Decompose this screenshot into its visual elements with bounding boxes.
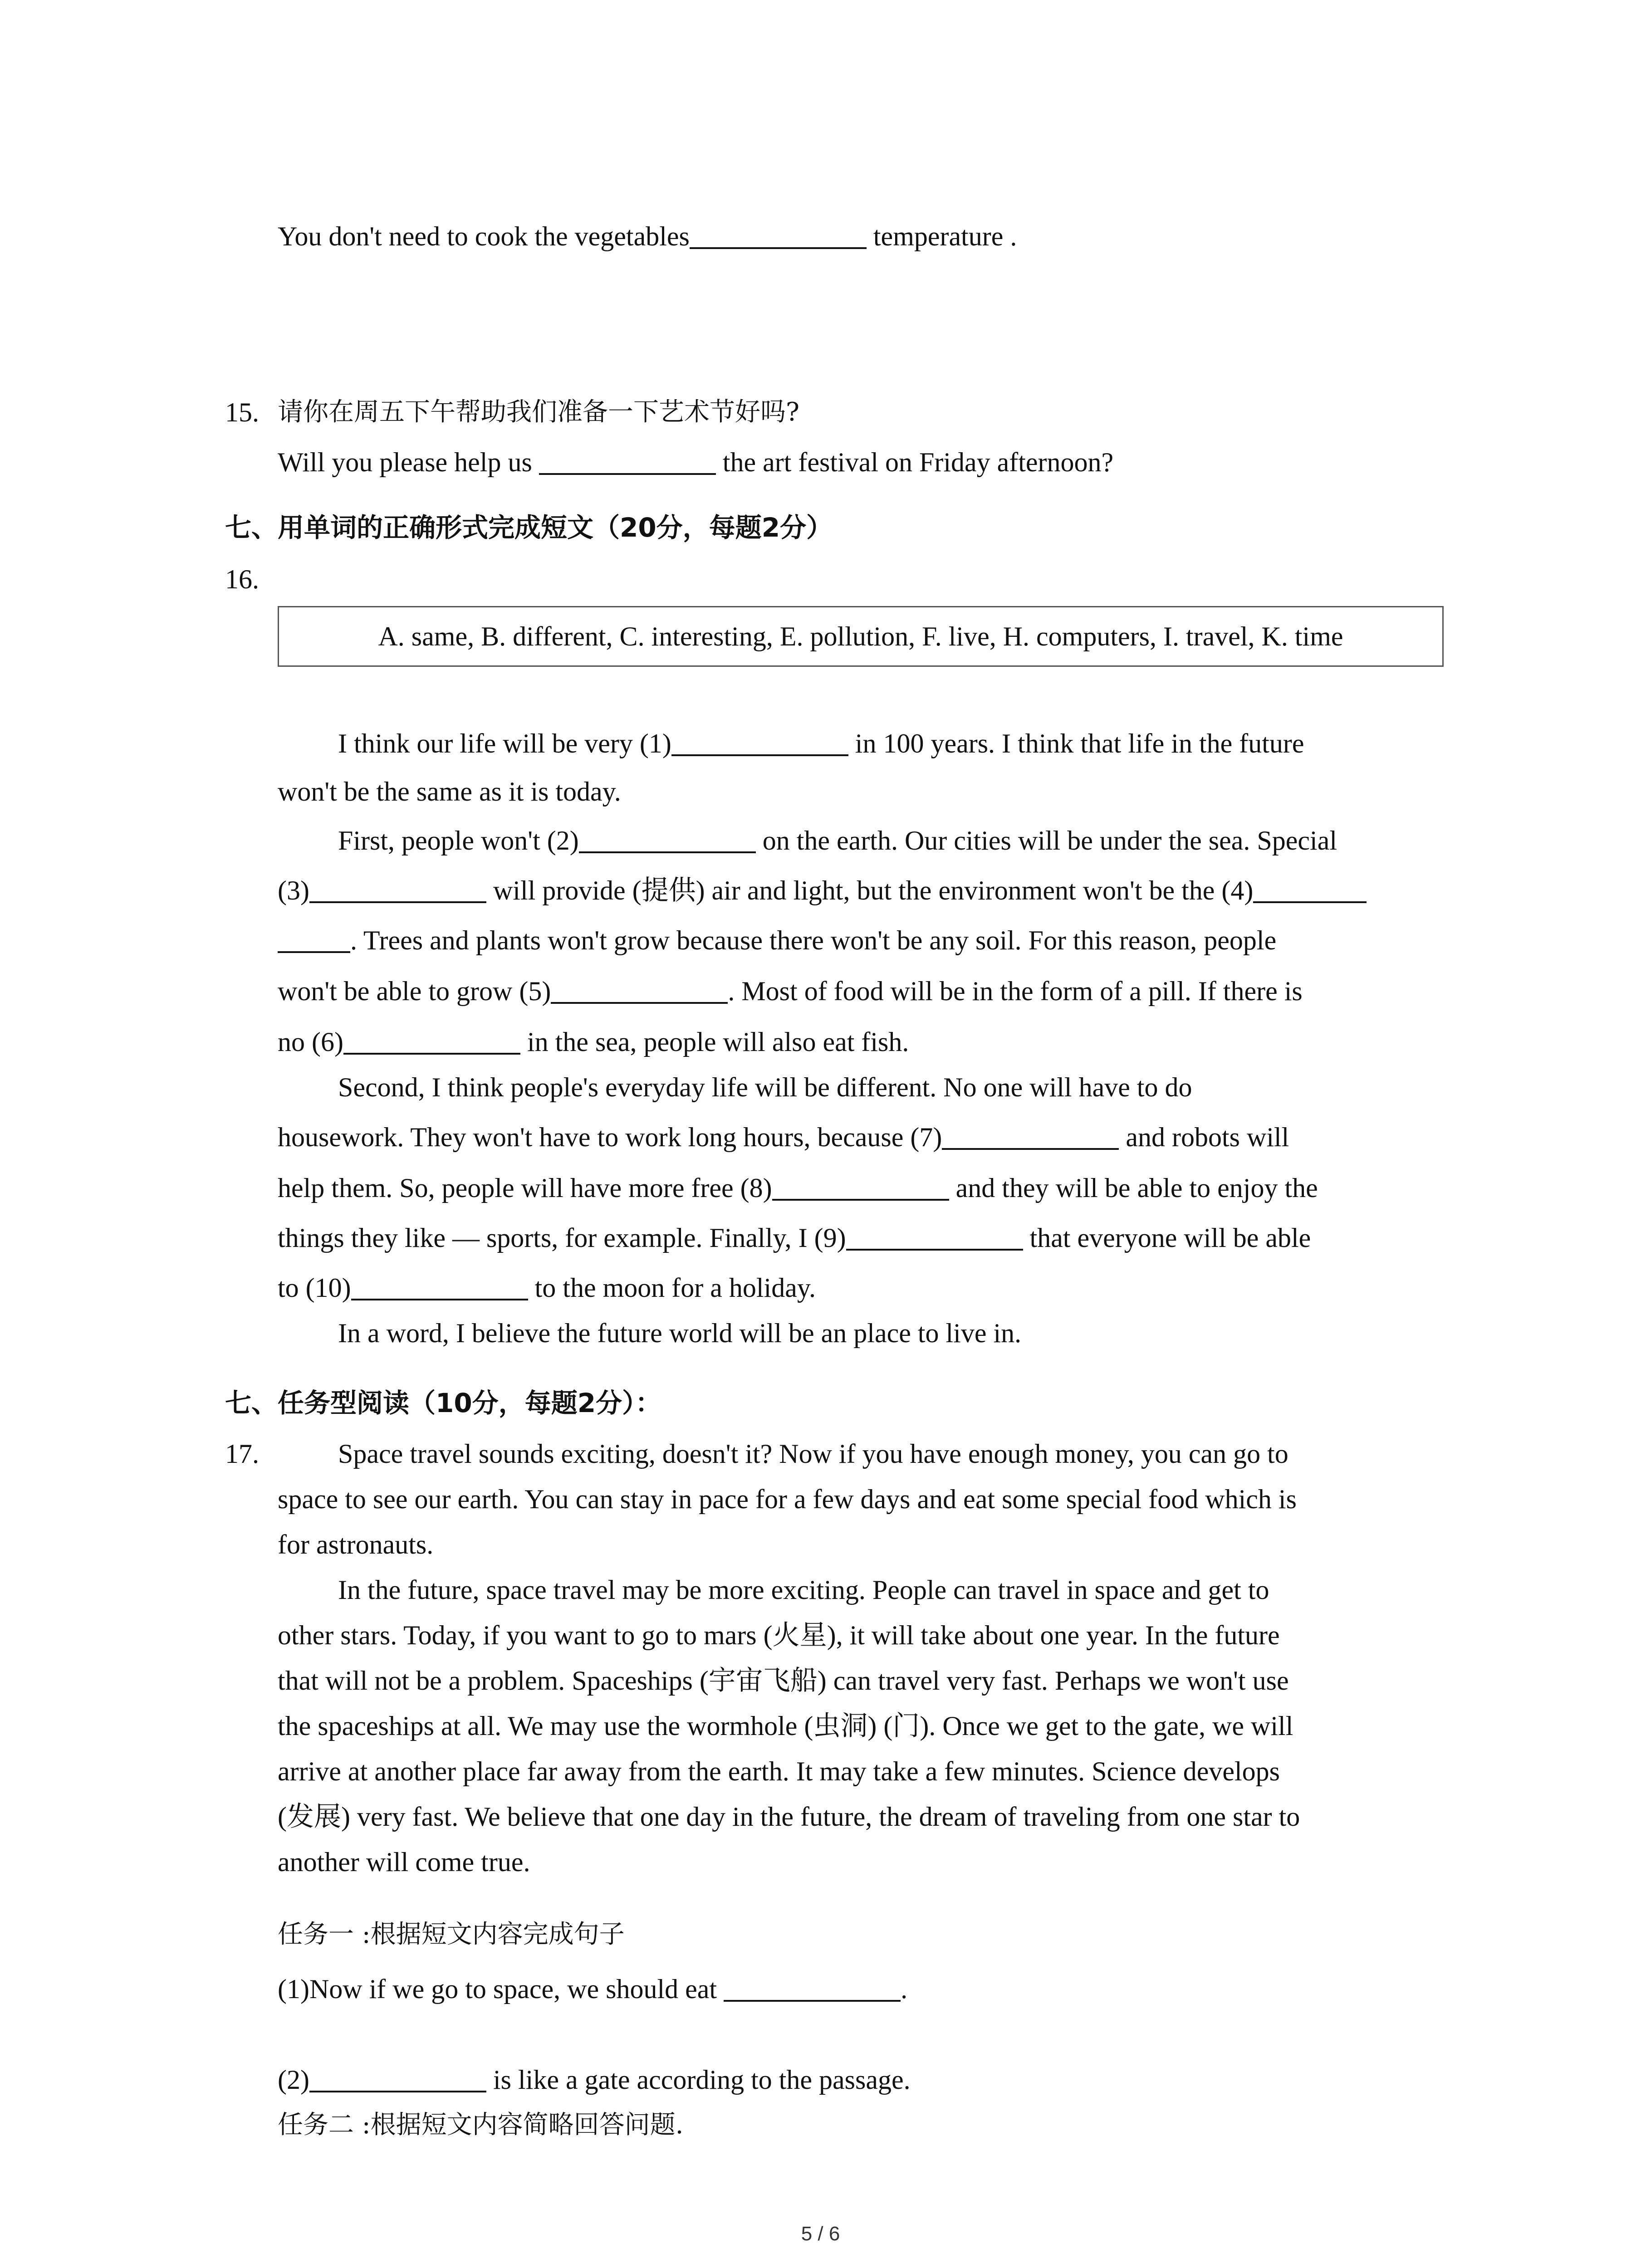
q17-line1: Space travel sounds exciting, doesn't it? Now if you have enough money, you can go to [338, 1439, 1288, 1469]
q16-blank-5[interactable] [551, 976, 728, 1004]
q16-text: things they like — sports, for example. Finally, I (9) [278, 1223, 846, 1253]
q16-text: no (6) [278, 1027, 343, 1057]
q15-number: 15. [225, 397, 259, 427]
q16-text: on the earth. Our cities will be under the sea. Special [755, 826, 1337, 855]
q16-text: in the sea, people will also eat fish. [520, 1027, 909, 1057]
q17-line3: for astronauts. [278, 1530, 434, 1559]
q16-blank-3[interactable] [309, 875, 486, 903]
q17-task1-heading: 任务一 :根据短文内容完成句子 [278, 1920, 625, 1949]
q16-blank-4[interactable] [1253, 875, 1367, 903]
q17-line5: other stars. Today, if you want to go to mars (火星), it will take about one year. In the future [278, 1620, 1280, 1650]
section-7-heading: 七、用单词的正确形式完成短文（20分，每题2分） [225, 512, 833, 543]
q16-text: housework. They won't have to work long hours, because (7) [278, 1122, 942, 1152]
q17-line4: In the future, space travel may be more exciting. People can travel in space and get to [338, 1575, 1269, 1605]
q16-number: 16. [225, 564, 259, 594]
q14-sentence [278, 219, 1017, 254]
q17-line2: space to see our earth. You can stay in pace for a few days and eat some special food which is [278, 1484, 1297, 1514]
q16-p4-line1: In a word, I believe the future world will be an place to live in. [338, 1318, 1022, 1348]
q16-blank-8[interactable] [772, 1173, 949, 1201]
q16-blank-7[interactable] [942, 1122, 1119, 1150]
q17-line8: arrive at another place far away from the earth. It may take a few minutes. Science develops [278, 1756, 1280, 1786]
q16-text: and they will be able to enjoy the [949, 1173, 1318, 1203]
q16-text: help them. So, people will have more free (8) [278, 1173, 772, 1203]
q17-number: 17. [225, 1439, 259, 1469]
q16-blank-10[interactable] [351, 1272, 528, 1300]
q17-text: is like a gate according to the passage. [486, 2065, 911, 2095]
q16-p2-line5 [278, 1024, 909, 1060]
q15-sentence [278, 445, 1113, 480]
q16-text: (3) [278, 875, 309, 905]
q16-blank-4-cont[interactable] [278, 925, 350, 953]
q15-text-before: Will you please help us [278, 447, 539, 477]
q17-task1-blank-1[interactable] [724, 1974, 901, 2002]
q17-text: (1)Now if we go to space, we should eat [278, 1974, 724, 2004]
q14-blank[interactable] [690, 221, 867, 249]
q15-blank[interactable] [539, 447, 716, 475]
q15-chinese: 请你在周五下午帮助我们准备一下艺术节好吗? [278, 397, 800, 427]
q16-blank-2[interactable] [579, 825, 756, 853]
q16-blank-1[interactable] [671, 728, 848, 756]
q16-text: that everyone will be able [1023, 1223, 1311, 1253]
q17-line10: another will come true. [278, 1847, 530, 1877]
q17-task1-q2 [278, 2062, 911, 2097]
q16-p2-line1 [338, 823, 1337, 858]
section-7b-heading: 七、任务型阅读（10分，每题2分）： [225, 1388, 662, 1418]
q16-text: will provide (提供) air and light, but the environment won't be the (4) [486, 875, 1254, 905]
q16-p3-line5 [278, 1270, 816, 1305]
q16-text: won't be able to grow (5) [278, 976, 551, 1006]
q16-p3-line2 [278, 1119, 1289, 1155]
q16-text: I think our life will be very (1) [338, 728, 671, 758]
q17-task1-blank-2[interactable] [309, 2064, 486, 2092]
q16-p1-line2: won't be the same as it is today. [278, 777, 621, 807]
q16-text: to (10) [278, 1273, 351, 1303]
q14-text-before: You don't need to cook the vegetables [278, 221, 690, 251]
q16-p3-line1: Second, I think people's everyday life will be different. No one will have to do [338, 1072, 1192, 1102]
q17-task2-heading: 任务二 :根据短文内容简略回答问题. [278, 2110, 684, 2140]
q16-text: to the moon for a holiday. [528, 1273, 816, 1303]
q16-p2-line4 [278, 973, 1303, 1009]
q16-blank-9[interactable] [846, 1222, 1023, 1251]
q16-text: . Trees and plants won't grow because there won't be any soil. For this reason, people [350, 925, 1277, 955]
q16-blank-6[interactable] [343, 1026, 520, 1055]
q17-task1-q1 [278, 1971, 907, 2007]
q16-text: . Most of food will be in the form of a pill. If there is [728, 976, 1303, 1006]
q17-text: (2) [278, 2065, 309, 2095]
q16-text: and robots will [1119, 1122, 1289, 1152]
q17-line9: (发展) very fast. We believe that one day in the future, the dream of traveling from one star to [278, 1802, 1300, 1832]
q16-p1-line1 [338, 726, 1304, 761]
q16-p3-line3 [278, 1170, 1318, 1206]
q14-text-after: temperature . [866, 221, 1017, 251]
q16-word-box: A. same, B. different, C. interesting, E. pollution, F. live, H. computers, I. travel, K. time [278, 606, 1444, 667]
q15-text-after: the art festival on Friday afternoon? [715, 447, 1114, 477]
page-number: 5 / 6 [801, 2223, 840, 2245]
q16-p3-line4 [278, 1220, 1311, 1256]
q17-line6: that will not be a problem. Spaceships (宇宙飞船) can travel very fast. Perhaps we won't use [278, 1666, 1289, 1696]
q16-text: First, people won't (2) [338, 826, 579, 855]
q17-line7: the spaceships at all. We may use the wormhole (虫洞) (门). Once we get to the gate, we will [278, 1711, 1293, 1741]
q17-text: . [901, 1974, 908, 2004]
q16-p2-line3 [278, 923, 1276, 958]
q16-text: in 100 years. I think that life in the future [848, 728, 1304, 758]
q16-p2-line2 [278, 873, 1367, 908]
